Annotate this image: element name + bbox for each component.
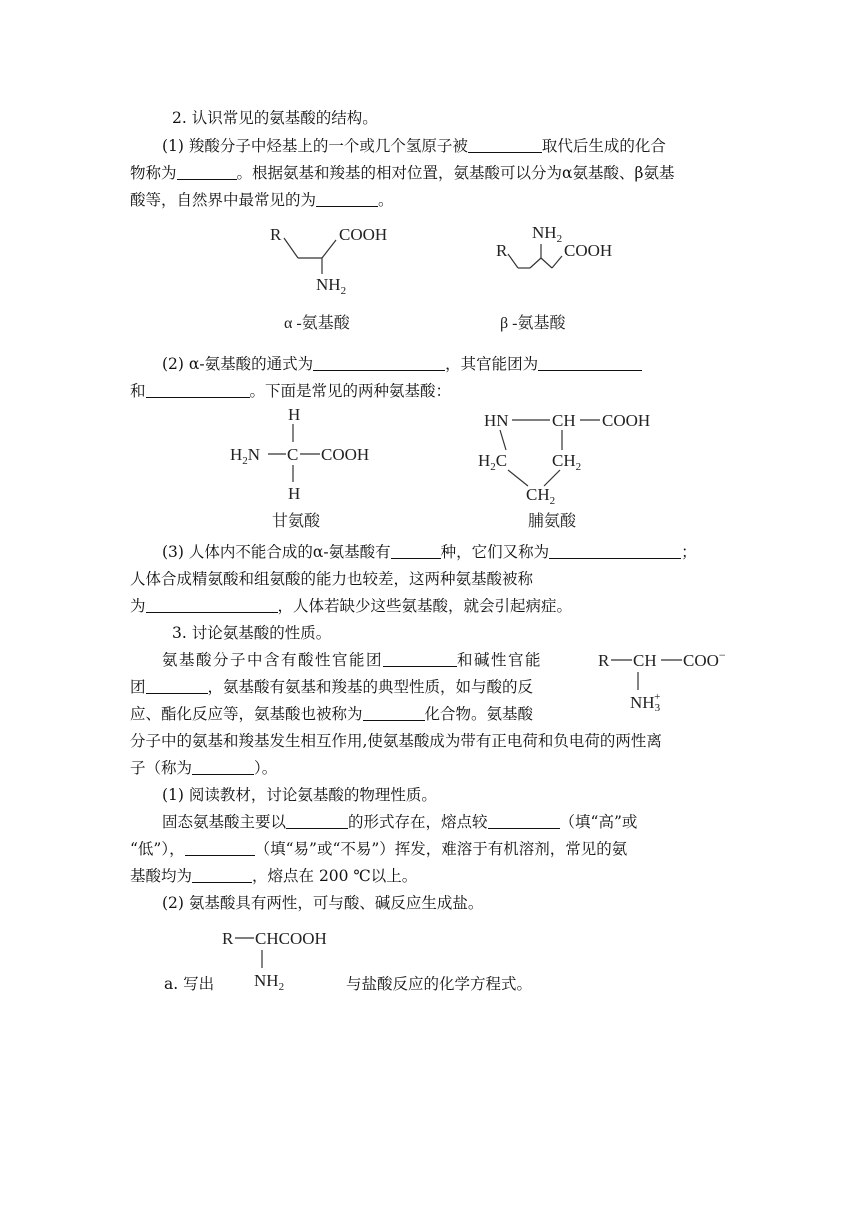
chcooh-label: CHCOOH <box>255 929 327 948</box>
blank-4[interactable] <box>313 355 445 371</box>
zwitterion-structure <box>596 646 742 716</box>
question-a-prefix: a. 写出 <box>164 975 215 993</box>
text: 种，它们又称为 <box>440 543 550 561</box>
text: ，人体若缺少这些氨基酸，就会引起病症。 <box>277 597 573 615</box>
proline-structure <box>478 402 668 532</box>
text: 。根据氨基和羧基的相对位置，氨基酸可以分为α氨基酸、β氨基 <box>236 164 675 182</box>
text: (2) α-氨基酸的通式为 <box>162 355 314 373</box>
h-bottom: H <box>288 484 301 503</box>
r-label: R <box>496 241 508 260</box>
coo-label: COO− <box>683 648 726 670</box>
blank-5[interactable] <box>538 355 642 371</box>
blank-14[interactable] <box>286 813 348 829</box>
blank-12[interactable] <box>363 705 425 721</box>
ch2-label-bottom: $CH_2$ <box>526 485 556 507</box>
nh3-label: NH3+ <box>630 691 661 714</box>
h2c-label: $H_2C$ <box>478 451 508 473</box>
text: 固态氨基酸主要以 <box>162 813 287 831</box>
text: 物称为 <box>130 164 177 182</box>
nh2-label: $NH_2$ <box>316 275 347 297</box>
text: 酸等，自然界中最常见的为 <box>130 191 317 209</box>
blank-1[interactable] <box>468 137 542 153</box>
c-label: C <box>287 445 299 464</box>
section-3-line-3 <box>130 704 533 724</box>
blank-16[interactable] <box>185 840 255 856</box>
section-3-line-1 <box>162 650 542 670</box>
generic-amino-acid-structure <box>218 924 348 994</box>
text: （填“易”或“不易”）挥发，难溶于有机溶剂，常见的氨 <box>254 840 628 858</box>
blank-9[interactable] <box>146 597 278 613</box>
blank-6[interactable] <box>146 382 250 398</box>
paragraph-3-line-3 <box>130 596 572 616</box>
blank-10[interactable] <box>383 651 457 667</box>
text: ； <box>681 543 697 561</box>
blank-11[interactable] <box>146 678 208 694</box>
blank-7[interactable] <box>391 543 441 559</box>
h2n-label: $H_2N$ <box>230 445 261 467</box>
paragraph-2-line-2 <box>130 381 451 401</box>
h-top: H <box>288 405 301 424</box>
text: “低”）， <box>130 840 185 858</box>
text: ，熔点在 200 ℃以上。 <box>252 867 418 885</box>
text: 的形式存在，熔点较 <box>348 813 488 831</box>
text: 取代后生成的化合 <box>541 137 666 155</box>
beta-caption: β -氨基酸 <box>500 315 566 332</box>
r-label: R <box>270 225 282 244</box>
proline-caption: 脯氨酸 <box>528 513 577 530</box>
blank-15[interactable] <box>488 813 560 829</box>
blank-17[interactable] <box>192 867 252 883</box>
text: 。 <box>378 191 394 209</box>
glycine-structure <box>226 402 396 532</box>
nh2-label: $NH_2$ <box>254 971 285 993</box>
text: 氨基酸分子中含有酸性官能团 <box>162 651 384 669</box>
cooh-label: COOH <box>602 411 651 430</box>
subsection-1-line-1 <box>162 812 637 832</box>
text: 。下面是常见的两种氨基酸： <box>249 382 452 400</box>
paragraph-1-line-2 <box>130 163 674 183</box>
paragraph-3-line-2: 人体合成精氨酸和组氨酸的能力也较差，这两种氨基酸被称 <box>130 570 534 588</box>
paragraph-2-line-1 <box>162 354 642 374</box>
subsection-1-line-2 <box>130 839 627 859</box>
cooh-label: COOH <box>321 445 370 464</box>
text: 应、酯化反应等，氨基酸也被称为 <box>130 705 363 723</box>
glycine-caption: 甘氨酸 <box>272 513 321 530</box>
alpha-amino-acid-structure <box>260 218 410 338</box>
r-label: R <box>598 651 610 670</box>
r-label: R <box>222 929 234 948</box>
nh2-label: $NH_2$ <box>532 223 563 245</box>
ch-label: CH <box>552 411 576 430</box>
paragraph-3-line-1 <box>162 542 697 562</box>
blank-13[interactable] <box>192 759 254 775</box>
cooh-label: COOH <box>339 225 388 244</box>
text: 和碱性官能 <box>457 651 543 669</box>
text: ，氨基酸有氨基和羧基的典型性质，如与酸的反 <box>207 678 534 696</box>
section-3-line-2 <box>130 677 533 697</box>
question-a-suffix: 与盐酸反应的化学方程式。 <box>346 975 533 993</box>
text: 为 <box>130 597 146 615</box>
text: 化合物。氨基酸 <box>424 705 534 723</box>
ch-label: CH <box>633 651 657 670</box>
text: ，其官能团为 <box>445 355 539 373</box>
section-2-title: 2. 认识常见的氨基酸的结构。 <box>172 109 378 127</box>
blank-8[interactable] <box>549 543 681 559</box>
blank-2[interactable] <box>177 164 237 180</box>
alpha-caption: α -氨基酸 <box>284 315 350 332</box>
text: ）。 <box>254 759 278 777</box>
cooh-label: COOH <box>564 241 613 260</box>
paragraph-1-line-3 <box>130 190 394 210</box>
blank-3[interactable] <box>316 191 378 207</box>
subsection-2-title: (2) 氨基酸具有两性，可与酸、碱反应生成盐。 <box>162 894 484 912</box>
section-3-line-4: 分子中的氨基和羧基发生相互作用,使氨基酸成为带有正电荷和负电荷的两性离 <box>130 732 662 750</box>
text: 子（称为 <box>130 759 193 777</box>
subsection-1-line-3 <box>130 866 417 886</box>
text: 基酸均为 <box>130 867 193 885</box>
paragraph-1-line-1 <box>162 136 666 156</box>
text: 团 <box>130 678 146 696</box>
text: （填“高”或 <box>559 813 638 831</box>
ch2-label-right: $CH_2$ <box>552 451 582 473</box>
section-3-title: 3. 讨论氨基酸的性质。 <box>172 624 332 642</box>
text: 和 <box>130 382 146 400</box>
hn-label: HN <box>484 411 509 430</box>
subsection-1-title: (1) 阅读教材，讨论氨基酸的物理性质。 <box>162 786 437 804</box>
section-3-line-5 <box>130 758 277 778</box>
text: (3) 人体内不能合成的α-氨基酸有 <box>162 543 391 561</box>
text: (1) 羧酸分子中烃基上的一个或几个氢原子被 <box>162 137 468 155</box>
beta-amino-acid-structure <box>488 218 638 338</box>
